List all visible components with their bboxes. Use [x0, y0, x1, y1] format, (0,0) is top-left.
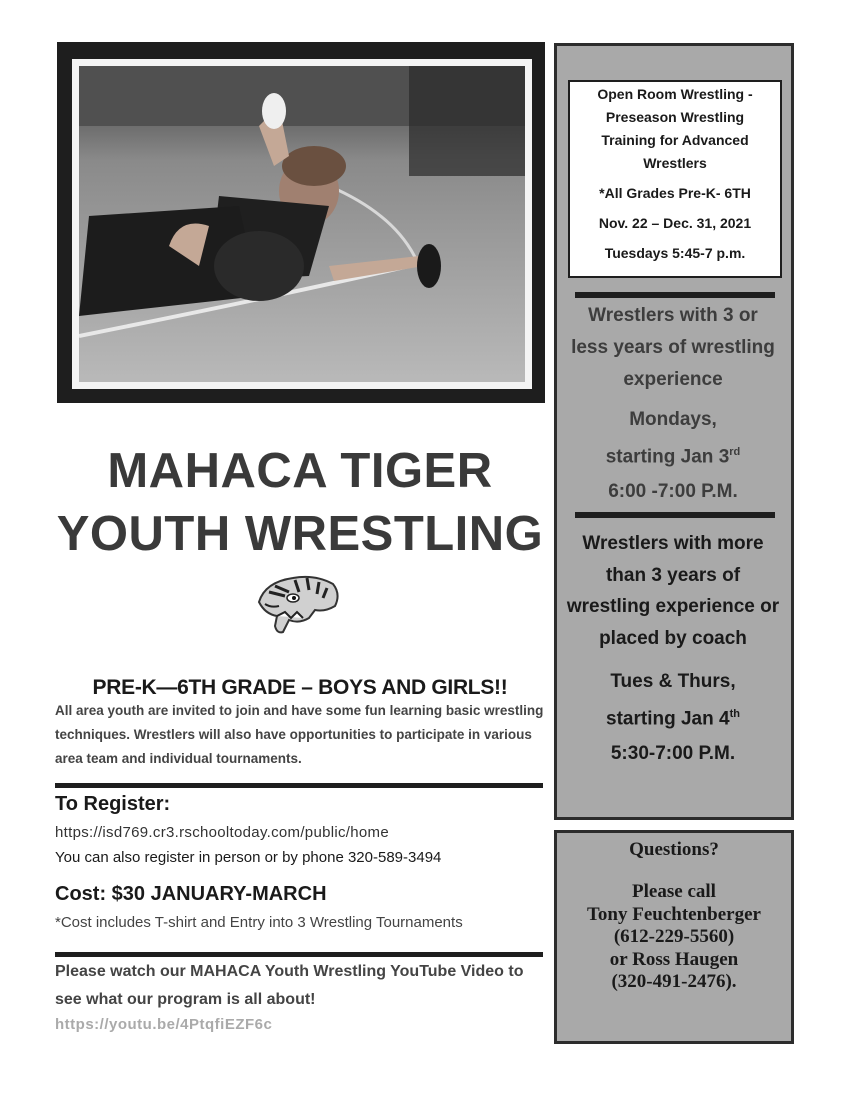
grade-heading: PRE-K—6TH GRADE – BOYS AND GIRLS!! [92, 676, 508, 699]
group2-time: 5:30-7:00 P.M. [610, 743, 736, 764]
page-title [40, 440, 560, 566]
questions-box [554, 830, 794, 1044]
group1-time: 6:00 -7:00 P.M. [608, 481, 738, 502]
divider [55, 783, 543, 788]
open-room-grades: *All Grades Pre-K- 6TH [599, 185, 751, 201]
open-room-dates: Nov. 22 – Dec. 31, 2021 [598, 215, 752, 231]
questions-line-1: Please call [632, 881, 716, 902]
questions-line-2: Tony Feuchtenberger [587, 903, 761, 925]
register-phone-text: You can also register in person or by phone 320-589-3494 [55, 849, 442, 866]
wrestling-photo [79, 66, 525, 382]
register-heading: To Register: [55, 793, 171, 815]
sidebar-divider [575, 292, 775, 298]
group1-title: Wrestlers with 3 or less years of wrestling experience [571, 305, 775, 390]
open-room-box [568, 80, 782, 278]
cost-note: *Cost includes T-shirt and Entry into 3 Wrestling Tournaments [55, 914, 463, 931]
video-text: Please watch our MAHACA Youth Wrestling YouTube Video to see what our program is all about! [55, 963, 524, 1008]
group2-days-text: Tues & Thurs, starting Jan 4 [606, 671, 736, 730]
sidebar-divider [575, 512, 775, 518]
group1-days [560, 404, 786, 473]
questions-line-3: (612-229-5560) [613, 926, 735, 947]
register-link[interactable]: https://isd769.cr3.rschooltoday.com/public/home [55, 824, 389, 841]
divider [55, 952, 543, 957]
questions-contact [557, 881, 791, 994]
title-line-1: MAHACA TIGER [107, 444, 493, 498]
open-room-time: Tuesdays 5:45-7 p.m. [604, 245, 746, 261]
group2-days [560, 666, 786, 735]
cost-heading: Cost: $30 JANUARY-MARCH [55, 883, 327, 905]
group2-title: Wrestlers with more than 3 years of wrestling experience or placed by coach [566, 533, 780, 649]
wrestling-photo-graphic [79, 66, 525, 382]
questions-line-4: or Ross Haugen [609, 948, 739, 970]
tiger-head-icon [255, 572, 341, 636]
open-room-title: Open Room Wrestling - Preseason Wrestling Training for Advanced Wrestlers [597, 86, 753, 171]
questions-line-5: (320-491-2476). [611, 971, 737, 992]
intro-paragraph: All area youth are invited to join and have some fun learning basic wrestling techniques. Wrestlers will also have opportunities to participate in various area team and individual tournaments. [55, 703, 544, 766]
title-line-2: YOUTH WRESTLING [56, 507, 544, 561]
group2-days-sup: th [729, 708, 740, 720]
group1-days-sup: rd [729, 446, 741, 458]
video-link[interactable]: https://youtu.be/4PtqfiEZF6c [55, 1016, 273, 1033]
questions-heading: Questions? [629, 839, 719, 860]
group1-days-text: Mondays, starting Jan 3 [605, 409, 730, 468]
